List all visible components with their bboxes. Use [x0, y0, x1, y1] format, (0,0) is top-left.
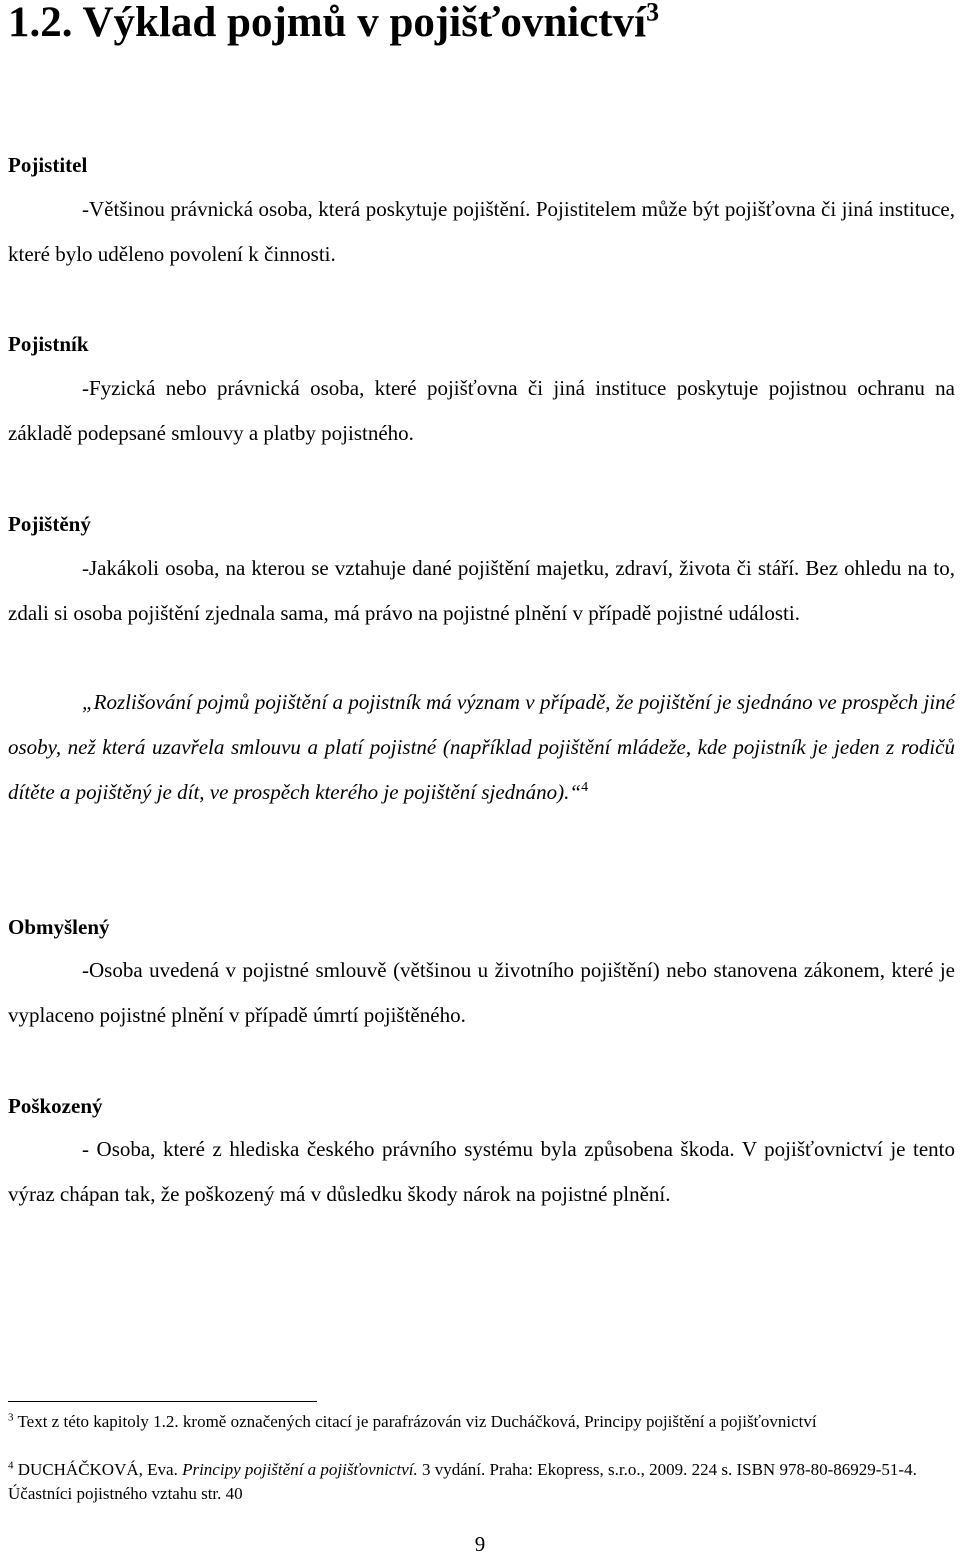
- definition-pojistnik-text: -Fyzická nebo právnická osoba, které pojišťovna či jiná instituce poskytuje pojistnou ochranu na základě podepsané smlouvy a platby pojistného.: [8, 376, 955, 445]
- citation-quote: [8, 680, 955, 815]
- footnote-3-text: Text z této kapitoly 1.2. kromě označených citací je parafrázován viz Ducháčková, Principy pojištění a pojišťovnictví: [17, 1412, 817, 1431]
- definition-pojistitel: [8, 187, 955, 277]
- footnote-4-mark: 4: [8, 1459, 14, 1472]
- citation-quote-text: „Rozlišování pojmů pojištění a pojistník má význam v případě, že pojištění je sjednáno ve prospěch jiné osoby, než která uzavřela smlouvu a platí pojistné (například pojištění mládeže, kde pojistník je jeden z rodičů dítěte a pojištěný je dít, ve prospěch kterého je pojištění sjednáno).“: [8, 690, 955, 804]
- term-poskozeny: Poškozený: [8, 1094, 103, 1118]
- page-number: 9: [474, 1532, 486, 1556]
- section-heading-text: 1.2. Výklad pojmů v pojišťovnictví: [8, 0, 647, 46]
- footnote-ref-4: 4: [581, 780, 589, 795]
- term-pojisteny: Pojištěný: [8, 512, 91, 536]
- footnote-separator: [8, 1401, 317, 1402]
- footnote-ref-3: 3: [646, 0, 660, 27]
- definition-poskozeny-text: - Osoba, které z hlediska českého právního systému byla způsobena škoda. V pojišťovnictví je tento výraz chápan tak, že poškozený má v důsledku škody nárok na pojistné plnění.: [8, 1137, 955, 1206]
- definition-obmysleny-text: -Osoba uvedená v pojistné smlouvě (většinou u životního pojištění) nebo stanovena zákonem, které je vyplaceno pojistné plnění v případě úmrtí pojištěného.: [8, 958, 955, 1027]
- definition-poskozeny: [8, 1127, 955, 1217]
- footnote-3: [8, 1410, 955, 1434]
- definition-pojisteny: [8, 546, 955, 636]
- definition-obmysleny: [8, 948, 955, 1038]
- definition-pojistitel-text: -Většinou právnická osoba, která poskytuje pojištění. Pojistitelem může být pojišťovna či jiná instituce, které bylo uděleno povolení k činnosti.: [8, 197, 955, 266]
- term-obmysleny: Obmyšlený: [8, 915, 110, 939]
- footnote-4-author: DUCHÁČKOVÁ, Eva.: [17, 1460, 178, 1479]
- section-heading: [8, 0, 659, 48]
- definition-pojistnik: [8, 366, 955, 456]
- term-pojistnik: Pojistník: [8, 332, 89, 356]
- footnote-4-title: Principy pojištění a pojišťovnictví.: [182, 1460, 418, 1479]
- footnote-4-rest: 3 vydání. Praha: Ekopress, s.r.o., 2009. 224 s. ISBN 978-80-86929-51-4. Účastníci pojistného vztahu str. 40: [8, 1460, 917, 1503]
- footnote-3-mark: 3: [8, 1411, 14, 1424]
- term-pojistitel: Pojistitel: [8, 153, 88, 177]
- definition-pojisteny-text: -Jakákoli osoba, na kterou se vztahuje dané pojištění majetku, zdraví, života či stáří. Bez ohledu na to, zdali si osoba pojištění zjednala sama, má právo na pojistné plnění v případě pojistné události.: [8, 556, 955, 625]
- footnote-4: [8, 1458, 955, 1506]
